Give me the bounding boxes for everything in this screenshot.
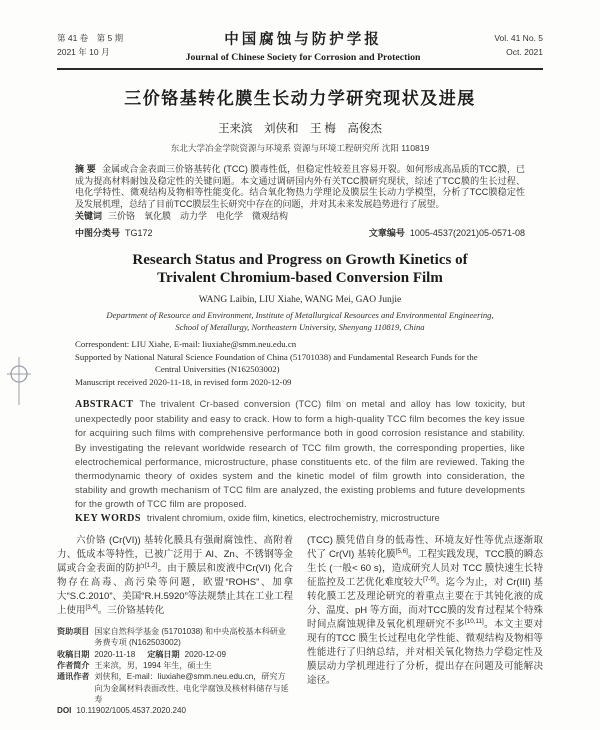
- citation-ref: [1,2]: [144, 561, 158, 569]
- body-text: 。三价铬基转化: [97, 605, 165, 616]
- footnote-author-bio: [57, 660, 293, 671]
- abstract-zh: [75, 164, 525, 210]
- footnote-doi: [57, 705, 293, 716]
- clc-value: TG172: [125, 227, 153, 238]
- body-paragraph-left: [57, 534, 293, 619]
- issue-date: 2021 年 10 月: [57, 46, 110, 57]
- citation-ref: [3,4]: [85, 604, 98, 611]
- classification-row: [75, 226, 525, 239]
- affiliation-en-line2: School of Metallurgy, Northeastern University, Shenyang 110819, China: [175, 322, 425, 333]
- article-title-en: [57, 251, 543, 289]
- footnote-author-bio-label: 作者简介: [57, 660, 90, 670]
- affiliation-zh: 东北大学冶金学院资源与环境系 资源与环境工程研究所 沈阳 110819: [170, 143, 430, 153]
- body-text: 。本文主要对现有的TCC 膜生长过程电化学性能、微观结构及物相等性能进行了归纳总结，并对相关氧化物热力学稳定性及膜层动力学机理进行了分析，提出存在问题及可能解决途径。: [307, 619, 543, 687]
- keywords-en: [75, 513, 525, 524]
- body-text: 。由于膜层和废液中Cr(VI) 化合物存在高毒、高污染等问题，欧盟“ROHS”、加拿大“S.C.2010”、美国“R.H.5920”等法规禁止其在工业工程上使用: [57, 562, 293, 616]
- citation-ref: [7-9]: [423, 575, 436, 583]
- affiliation-en: [57, 309, 543, 334]
- keywords-zh-value: 三价铬 氧化膜 动力学 电化学 微观结构: [108, 211, 289, 221]
- journal-name-en: Journal of Chinese Society for Corrosion and Protection: [185, 52, 421, 63]
- article-no-entry: [369, 226, 525, 239]
- footnote-fund-label: 资助项目: [57, 627, 90, 637]
- supported-line2: Central Universities (N162503002): [155, 364, 280, 375]
- journal-name-zh: 中国腐蚀与防护学报: [224, 32, 382, 48]
- issue-info: [57, 32, 149, 59]
- volume-date: Oct. 2021: [506, 46, 543, 57]
- volume-info: [457, 32, 543, 59]
- footnote-corresponding-label: 通讯作者: [57, 672, 90, 682]
- footnote-revised-label: 定稿日期: [147, 649, 180, 659]
- footnote-author-bio-value: 王来滨，男，1994 年生，硕士生: [94, 660, 212, 670]
- supported-line1: Supported by National Natural Science Foundation of China (51701038) and Fundamental Research Funds for the: [75, 351, 478, 362]
- footnotes: [57, 626, 293, 716]
- footnote-corresponding-value: 刘侠和，E-mail：liuxiahe@smm.neu.edu.cn，研究方向为金属材料表面改性、电化学腐蚀及核材料储存与延寿: [94, 672, 289, 704]
- article-title-en-line1: Research Status and Progress on Growth Kinetics of: [132, 251, 468, 268]
- clc-label: 中图分类号: [75, 227, 121, 238]
- journal-header: [57, 28, 543, 63]
- abstract-en-label: ABSTRACT: [75, 398, 134, 410]
- body-column-left: [57, 534, 293, 717]
- registration-mark-icon: [4, 355, 34, 407]
- issue-volume: 第 41 卷 第 5 期: [57, 32, 124, 43]
- abstract-zh-text: 金属或合金表面三价铬基转化 (TCC) 膜毒性低，但稳定性较差且容易开裂。如何形成高品质的TCC膜，已成为提高材料耐蚀及稳定性的关键问题。本文通过调研国内外有关TCC膜研究现状，综述了TCC膜的生长过程、电化学特性、微观结构及物相等性能变化。结合氧化物热力学理论及膜层生长动力学模型，分析了TCC膜稳定性及发展机理，总结了目前TCC膜层生长研究中存在的问题，并对其未来发展趋势进行了展望。: [75, 164, 525, 209]
- keywords-en-label: KEY WORDS: [75, 512, 141, 524]
- volume-number: Vol. 41 No. 5: [494, 32, 543, 43]
- abstract-en: [75, 397, 525, 512]
- authors-en: WANG Laibin, LIU Xiahe, WANG Mei, GAO Junjie: [198, 295, 402, 305]
- footnote-received-value: 2020-11-18: [94, 649, 136, 659]
- article-title-en-line2: Trivalent Chromium-based Conversion Film: [157, 270, 443, 287]
- footnote-fund-value: 国家自然科学基金 (51701038) 和中央高校基本科研业务费专项 (N162503002): [94, 627, 286, 648]
- authors-zh: 王来滨 刘侠和 王 梅 高俊杰: [218, 123, 382, 135]
- citation-ref: [5,6]: [395, 547, 408, 555]
- body-text: 。迄今为止，对 Cr(III) 基转化膜工艺及理论研究的着重点主要在于其钝化液的成分、温度、pH 等方面，而对TCC膜的发育过程某个特殊时间点腐蚀规律及氧化机理研究不多: [307, 576, 543, 631]
- body-columns: [57, 534, 543, 717]
- footnote-corresponding: [57, 671, 293, 705]
- correspondent-line: Correspondent: LIU Xiahe, E-mail: liuxiahe@smm.neu.edu.cn: [75, 338, 297, 349]
- clc-entry: [75, 226, 153, 239]
- keywords-zh-label: 关键词: [75, 211, 103, 221]
- body-paragraph-right: [307, 534, 543, 689]
- keywords-en-value: trivalent chromium, oxide film, kinetics, electrochemistry, microstructure: [146, 512, 440, 523]
- footnote-doi-value: 10.11902/1005.4537.2020.240: [76, 706, 187, 716]
- body-text: 。工程实践发现，TCC膜的瞬态生长 (一般< 60 s)，造成研究人员对 TCC 膜快速生长特征监控及工艺优化难度较大: [307, 548, 544, 588]
- body-column-right: [307, 534, 543, 717]
- article-title-zh: 三价铬基转化膜生长动力学研究现状及进展: [124, 89, 476, 108]
- article-no-label: 文章编号: [368, 227, 405, 238]
- citation-ref: [10,11]: [464, 618, 484, 626]
- footnote-doi-label: DOI: [57, 706, 72, 716]
- footnote-fund: [57, 626, 293, 649]
- article-meta: [75, 338, 525, 389]
- body-text: (TCC) 膜凭借自身的低毒性、环境友好性等优点逐渐取代了 Cr(VI) 基转化膜: [307, 534, 543, 560]
- footnote-dates: [57, 649, 293, 660]
- abstract-en-text: The trivalent Cr-based conversion (TCC) film on metal and alloy has low toxicity, but unexpectedly poor stability and easy to crack. How to form a high-quality TCC film becomes the key issue for acquiring such films with comprehensive performance both in good corrosion resistance and stability. By investigating the relevant worldwide research of TCC film growth, the corresponding properties, like electrochemical performance, microstructure, phase constituents etc. of the film are reviewed. Taking the thermodynamic theory of oxides system and the kinetic model of film growth into consideration, the stability and growth mechanism of TCC film are analyzed, the existing problems and future developments for the growth of TCC film are proposed.: [75, 398, 525, 510]
- footnote-received-label: 收稿日期: [57, 649, 90, 659]
- abstract-zh-label: 摘 要: [75, 164, 96, 174]
- body-text: 六价铬 (Cr(VI)) 基转化膜具有强耐腐蚀性、高附着力、低成本等特性，已被广泛用于 Al、Zn、不锈钢等金属或合金表面的防护: [57, 534, 293, 574]
- affiliation-en-line1: Department of Resource and Environment, Institute of Metallurgical Resources and Environmental Engineering,: [106, 310, 494, 320]
- keywords-zh: [75, 211, 525, 223]
- manuscript-line: Manuscript received 2020-11-18, in revised form 2020-12-09: [75, 377, 292, 388]
- journal-name-block: [149, 28, 457, 63]
- header-rule: [57, 68, 543, 70]
- footnote-revised-value: 2020-12-09: [184, 649, 226, 659]
- article-no-value: 1005-4537(2021)05-0571-08: [409, 227, 525, 238]
